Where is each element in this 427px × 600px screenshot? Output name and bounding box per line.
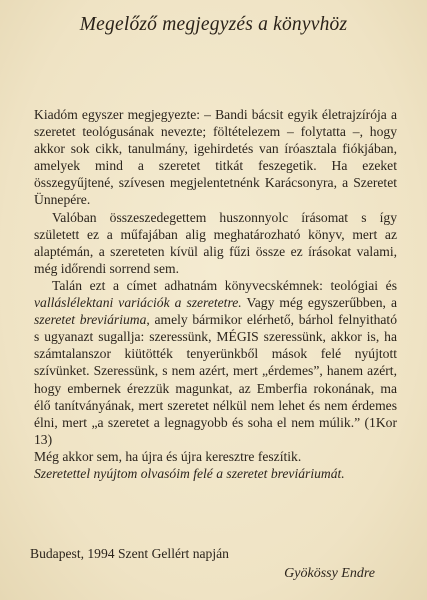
paragraph-3-text-e: , amely bármikor elérhető, bárhol felnyitható s ugyanazt sugallja: szeressünk, MÉGIS szeressünk, akkor is, ha számtalanszor kiütötték tenyerünkből mások felé nyújtott szívünket. Szeressünk, s nem azért, mert „érdemes”, hanem azért, hogy embernek érezzük magunkat, az Emberfia rokonának, ma élő tanítványának, mert szeretet nélkül nem lehet és nem érdemes élni, mert „a szeretet a legnagyobb és soha el nem múlik.” (1Kor 13) [34,312,397,447]
paragraph-3-text-c: Vagy még egyszerűbben, a [241,295,397,311]
closing-line: Szeretettel nyújtom olvasóim felé a szeretet breviáriumát. [34,465,345,481]
paragraph-3-italic-b: valláslélektani variációk a szeretetre. [34,295,242,311]
paragraph-3 [34,277,397,448]
paragraph-3-italic-d: szeretet breviáriuma [34,312,147,328]
paragraph-3-text-a: Talán ezt a címet adhatnám könyvecskémnek: teológiai és [52,277,397,293]
signature: Gyökössy Endre [284,566,375,581]
page-title: Megelőző megjegyzés a könyvhöz [79,14,348,35]
paragraph-1: Kiadóm egyszer megjegyezte: – Bandi bácsit egyik életrajzírója a szeretet teológusának nevezte; föltételezem – folytatta –, hogy akkor sok cikk, tanulmány, igehirdetés van íróasztala fiókjában, amelyek mind a szeretet titkát feszegetik. Ha ezeket összegyűjtené, szívesen megjelentetnénk Karácsonyra, a Szeretet Ünnepére. [34,107,397,208]
paragraph-2: Valóban összeszedegettem huszonnyolc írásomat s így született ez a műfajában alig meghatározható könyv, mert az alaptémán, a szereteten kívül alig fűzi össze ez írásokat valami, még időrendi sorrend sem. [34,209,397,276]
place-date: Budapest, 1994 Szent Gellért napján [30,546,229,561]
body-text [34,106,397,482]
line-4: Még akkor sem, ha újra és újra keresztre feszítik. [34,448,302,464]
